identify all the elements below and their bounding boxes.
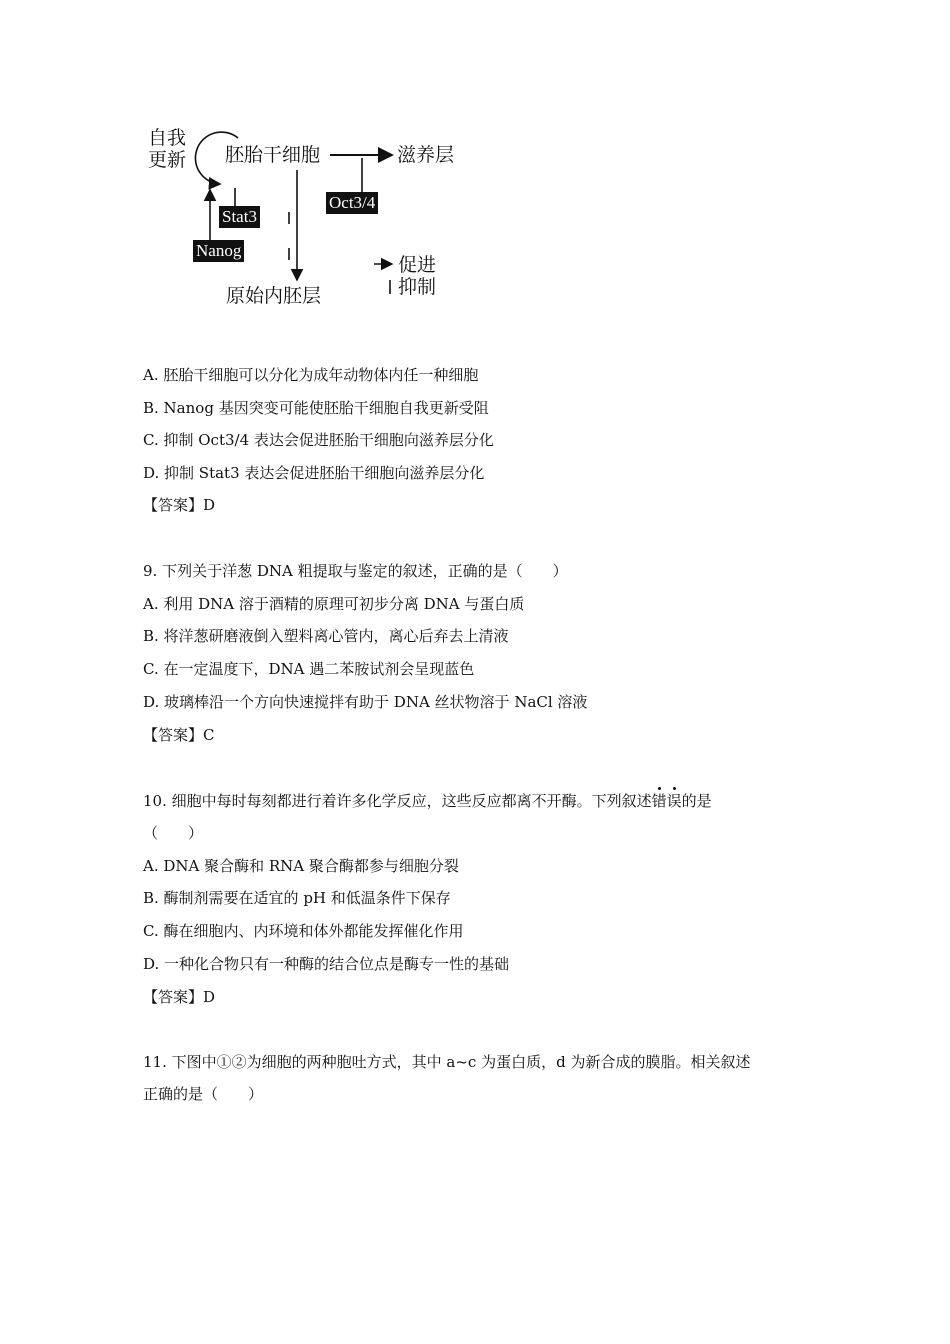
box-nanog: Nanog [193, 240, 244, 262]
label-primitive-endoderm: 原始内胚层 [226, 285, 322, 307]
q10-option-a: A. DNA 聚合酶和 RNA 聚合酶都参与细胞分裂 [143, 857, 459, 875]
label-self-renew-2: 更新 [148, 149, 187, 171]
q10-emphasis-2: 误 [666, 792, 682, 810]
q8-option-b: B. Nanog 基因突变可能使胚胎干细胞自我更新受阻 [143, 399, 489, 417]
q8-option-d: D. 抑制 Stat3 表达会促进胚胎干细胞向滋养层分化 [143, 464, 485, 482]
q11-stem-line1: 11. 下图中①②为细胞的两种胞吐方式，其中 a~c 为蛋白质，d 为新合成的膜脂。相关叙述 [143, 1053, 751, 1071]
q10-emphasis-1: 错 [651, 792, 667, 810]
q10-option-b: B. 酶制剂需要在适宜的 pH 和低温条件下保存 [143, 889, 451, 907]
q9-stem: 9. 下列关于洋葱 DNA 粗提取与鉴定的叙述，正确的是（ ） [143, 562, 568, 580]
q10-stem-line2: （ ） [143, 824, 204, 842]
legend-promote-label: 促进 [398, 254, 437, 276]
q9-option-b: B. 将洋葱研磨液倒入塑料离心管内，离心后弃去上清液 [143, 627, 509, 645]
stem-cell-diagram [140, 118, 480, 318]
label-trophoblast: 滋养层 [397, 144, 455, 166]
q10-stem-start: 10. 细胞中每时每刻都进行着许多化学反应，这些反应都离不开酶。下列叙述 [143, 792, 652, 810]
q10-stem-end: 的是 [681, 792, 712, 810]
q9-option-c: C. 在一定温度下，DNA 遇二苯胺试剂会呈现蓝色 [143, 660, 475, 678]
q9-option-d: D. 玻璃棒沿一个方向快速搅拌有助于 DNA 丝状物溶于 NaCl 溶液 [143, 693, 588, 711]
q10-answer: 【答案】D [143, 988, 216, 1006]
q10-option-d: D. 一种化合物只有一种酶的结合位点是酶专一性的基础 [143, 955, 510, 973]
q10-option-c: C. 酶在细胞内、内环境和体外都能发挥催化作用 [143, 922, 464, 940]
q11-stem-line2: 正确的是（ ） [143, 1085, 264, 1103]
box-stat3: Stat3 [219, 206, 260, 228]
label-self-renew-1: 自我 [148, 127, 187, 149]
label-embryonic-stem-cell: 胚胎干细胞 [225, 144, 321, 166]
q8-answer: 【答案】D [143, 496, 216, 514]
q9-option-a: A. 利用 DNA 溶于酒精的原理可初步分离 DNA 与蛋白质 [143, 595, 525, 613]
q8-option-a: A. 胚胎干细胞可以分化为成年动物体内任一种细胞 [143, 366, 479, 384]
box-oct: Oct3/4 [326, 192, 378, 214]
q8-option-c: C. 抑制 Oct3/4 表达会促进胚胎干细胞向滋养层分化 [143, 431, 494, 449]
q10-stem [143, 791, 712, 811]
q9-answer: 【答案】C [143, 726, 215, 744]
legend-inhibit-label: 抑制 [398, 276, 437, 298]
